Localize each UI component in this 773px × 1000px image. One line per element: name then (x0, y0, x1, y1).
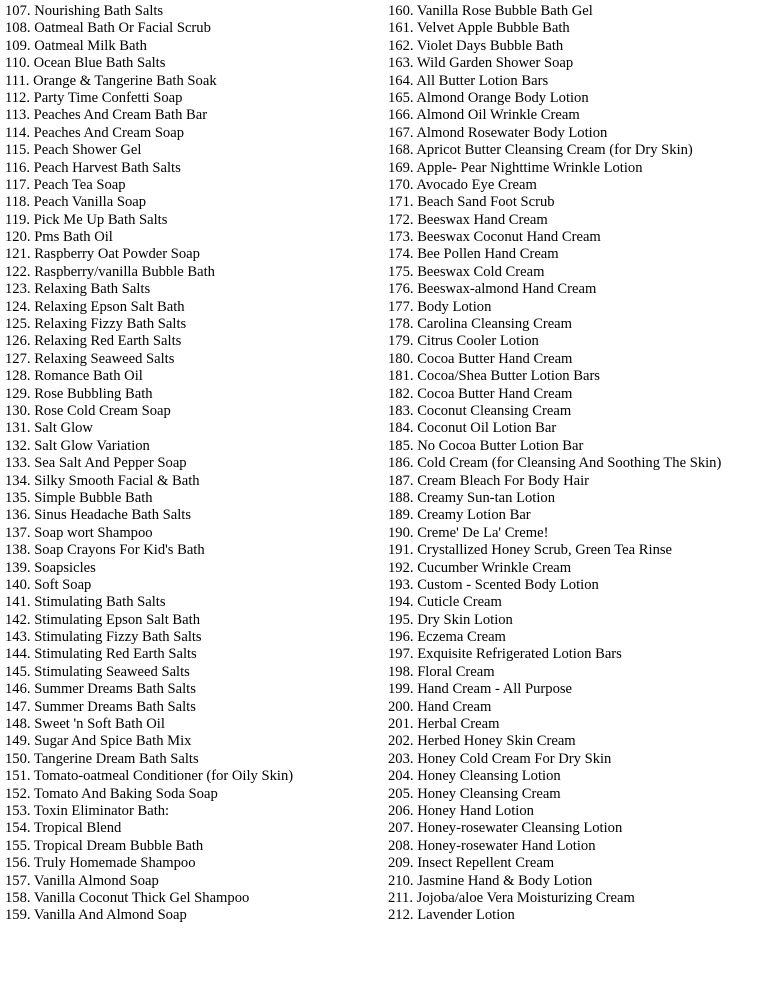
list-item: 119. Pick Me Up Bath Salts (5, 211, 168, 228)
list-item: 151. Tomato-oatmeal Conditioner (for Oily Skin) (5, 768, 294, 785)
list-item: 169. Apple- Pear Nighttime Wrinkle Lotion (388, 159, 643, 176)
list-item: 165. Almond Orange Body Lotion (388, 89, 589, 106)
list-item: 131. Salt Glow (5, 420, 93, 437)
list-item: 122. Raspberry/vanilla Bubble Bath (5, 263, 215, 280)
list-item: 202. Herbed Honey Skin Cream (388, 733, 576, 750)
list-item: 117. Peach Tea Soap (5, 176, 126, 193)
list-item: 157. Vanilla Almond Soap (5, 872, 159, 889)
list-item: 123. Relaxing Bath Salts (5, 281, 151, 298)
list-item: 190. Creme' De La' Creme! (388, 524, 549, 541)
list-item: 124. Relaxing Epson Salt Bath (5, 298, 185, 315)
list-item: 112. Party Time Confetti Soap (5, 89, 183, 106)
list-item: 115. Peach Shower Gel (5, 142, 142, 159)
list-item: 199. Hand Cream - All Purpose (388, 681, 573, 698)
list-item: 163. Wild Garden Shower Soap (388, 55, 574, 72)
list-item: 113. Peaches And Cream Bath Bar (5, 107, 208, 124)
list-item: 207. Honey-rosewater Cleansing Lotion (388, 820, 623, 837)
list-item: 171. Beach Sand Foot Scrub (388, 194, 555, 211)
list-item: 180. Cocoa Butter Hand Cream (388, 350, 573, 367)
list-item: 133. Sea Salt And Pepper Soap (5, 455, 187, 472)
list-item: 192. Cucumber Wrinkle Cream (388, 559, 572, 576)
list-item: 121. Raspberry Oat Powder Soap (5, 246, 200, 263)
list-item: 135. Simple Bubble Bath (5, 489, 153, 506)
list-item: 110. Ocean Blue Bath Salts (5, 55, 166, 72)
list-item: 203. Honey Cold Cream For Dry Skin (388, 750, 612, 767)
list-item: 195. Dry Skin Lotion (388, 611, 513, 628)
list-item: 191. Crystallized Honey Scrub, Green Tea Rinse (388, 542, 673, 559)
list-item: 129. Rose Bubbling Bath (5, 385, 153, 402)
list-item: 174. Bee Pollen Hand Cream (388, 246, 559, 263)
list-item: 201. Herbal Cream (388, 716, 500, 733)
list-item: 211. Jojoba/aloe Vera Moisturizing Cream (388, 889, 635, 906)
list-item: 170. Avocado Eye Cream (388, 176, 537, 193)
list-item: 177. Body Lotion (388, 298, 492, 315)
list-item: 158. Vanilla Coconut Thick Gel Shampoo (5, 889, 250, 906)
list-item: 181. Cocoa/Shea Butter Lotion Bars (388, 368, 600, 385)
list-item: 194. Cuticle Cream (388, 594, 502, 611)
list-item: 148. Sweet 'n Soft Bath Oil (5, 716, 165, 733)
list-item: 182. Cocoa Butter Hand Cream (388, 385, 573, 402)
list-item: 111. Orange & Tangerine Bath Soak (5, 72, 217, 89)
list-item: 210. Jasmine Hand & Body Lotion (388, 872, 593, 889)
right-column-list (388, 3, 770, 925)
list-item: 141. Stimulating Bath Salts (5, 594, 166, 611)
list-item: 139. Soapsicles (5, 559, 96, 576)
list-item: 186. Cold Cream (for Cleansing And Soothing The Skin) (388, 455, 722, 472)
list-item: 140. Soft Soap (5, 576, 92, 593)
list-item: 184. Coconut Oil Lotion Bar (388, 420, 557, 437)
list-item: 145. Stimulating Seaweed Salts (5, 663, 190, 680)
list-item: 200. Hand Cream (388, 698, 492, 715)
list-item: 205. Honey Cleansing Cream (388, 785, 561, 802)
list-item: 178. Carolina Cleansing Cream (388, 316, 573, 333)
list-item: 116. Peach Harvest Bath Salts (5, 159, 181, 176)
list-item: 196. Eczema Cream (388, 629, 506, 646)
list-item: 130. Rose Cold Cream Soap (5, 402, 171, 419)
list-item: 132. Salt Glow Variation (5, 437, 150, 454)
list-item: 167. Almond Rosewater Body Lotion (388, 124, 608, 141)
list-item: 146. Summer Dreams Bath Salts (5, 681, 196, 698)
list-item: 183. Coconut Cleansing Cream (388, 402, 572, 419)
list-item: 153. Toxin Eliminator Bath: (5, 802, 170, 819)
list-item: 179. Citrus Cooler Lotion (388, 333, 539, 350)
list-item: 126. Relaxing Red Earth Salts (5, 333, 182, 350)
list-item: 144. Stimulating Red Earth Salts (5, 646, 197, 663)
list-item: 149. Sugar And Spice Bath Mix (5, 733, 192, 750)
list-item: 155. Tropical Dream Bubble Bath (5, 837, 204, 854)
list-item: 152. Tomato And Baking Soda Soap (5, 785, 218, 802)
list-item: 198. Floral Cream (388, 663, 495, 680)
list-item: 137. Soap wort Shampoo (5, 524, 153, 541)
list-item: 161. Velvet Apple Bubble Bath (388, 20, 570, 37)
list-item: 109. Oatmeal Milk Bath (5, 37, 147, 54)
list-item: 107. Nourishing Bath Salts (5, 3, 164, 19)
list-item: 176. Beeswax-almond Hand Cream (388, 281, 597, 298)
list-item: 154. Tropical Blend (5, 820, 122, 837)
list-item: 164. All Butter Lotion Bars (388, 72, 549, 89)
list-item: 189. Creamy Lotion Bar (388, 507, 531, 524)
list-item: 185. No Cocoa Butter Lotion Bar (388, 437, 584, 454)
list-item: 197. Exquisite Refrigerated Lotion Bars (388, 646, 622, 663)
list-item: 193. Custom - Scented Body Lotion (388, 576, 599, 593)
list-item: 187. Cream Bleach For Body Hair (388, 472, 590, 489)
list-item: 134. Silky Smooth Facial & Bath (5, 472, 200, 489)
list-item: 120. Pms Bath Oil (5, 229, 113, 246)
list-item: 172. Beeswax Hand Cream (388, 211, 548, 228)
list-item: 136. Sinus Headache Bath Salts (5, 507, 192, 524)
list-item: 206. Honey Hand Lotion (388, 802, 534, 819)
list-item: 188. Creamy Sun-tan Lotion (388, 489, 555, 506)
list-item: 168. Apricot Butter Cleansing Cream (for Dry Skin) (388, 142, 693, 159)
list-item: 156. Truly Homemade Shampoo (5, 855, 196, 872)
list-item: 204. Honey Cleansing Lotion (388, 768, 561, 785)
list-item: 173. Beeswax Coconut Hand Cream (388, 229, 601, 246)
list-item: 212. Lavender Lotion (388, 907, 515, 924)
list-item: 118. Peach Vanilla Soap (5, 194, 147, 211)
list-item: 160. Vanilla Rose Bubble Bath Gel (388, 3, 593, 19)
list-item: 128. Romance Bath Oil (5, 368, 143, 385)
list-item: 143. Stimulating Fizzy Bath Salts (5, 629, 202, 646)
list-item: 138. Soap Crayons For Kid's Bath (5, 542, 205, 559)
list-item: 162. Violet Days Bubble Bath (388, 37, 564, 54)
list-item: 166. Almond Oil Wrinkle Cream (388, 107, 580, 124)
list-item: 147. Summer Dreams Bath Salts (5, 698, 196, 715)
list-item: 209. Insect Repellent Cream (388, 855, 555, 872)
list-item: 127. Relaxing Seaweed Salts (5, 350, 175, 367)
list-item: 114. Peaches And Cream Soap (5, 124, 185, 141)
list-item: 125. Relaxing Fizzy Bath Salts (5, 316, 187, 333)
list-item: 108. Oatmeal Bath Or Facial Scrub (5, 20, 211, 37)
list-item: 208. Honey-rosewater Hand Lotion (388, 837, 596, 854)
left-column-list (5, 3, 375, 925)
list-item: 150. Tangerine Dream Bath Salts (5, 750, 199, 767)
list-item: 142. Stimulating Epson Salt Bath (5, 611, 200, 628)
list-item: 159. Vanilla And Almond Soap (5, 907, 187, 924)
list-item: 175. Beeswax Cold Cream (388, 263, 545, 280)
